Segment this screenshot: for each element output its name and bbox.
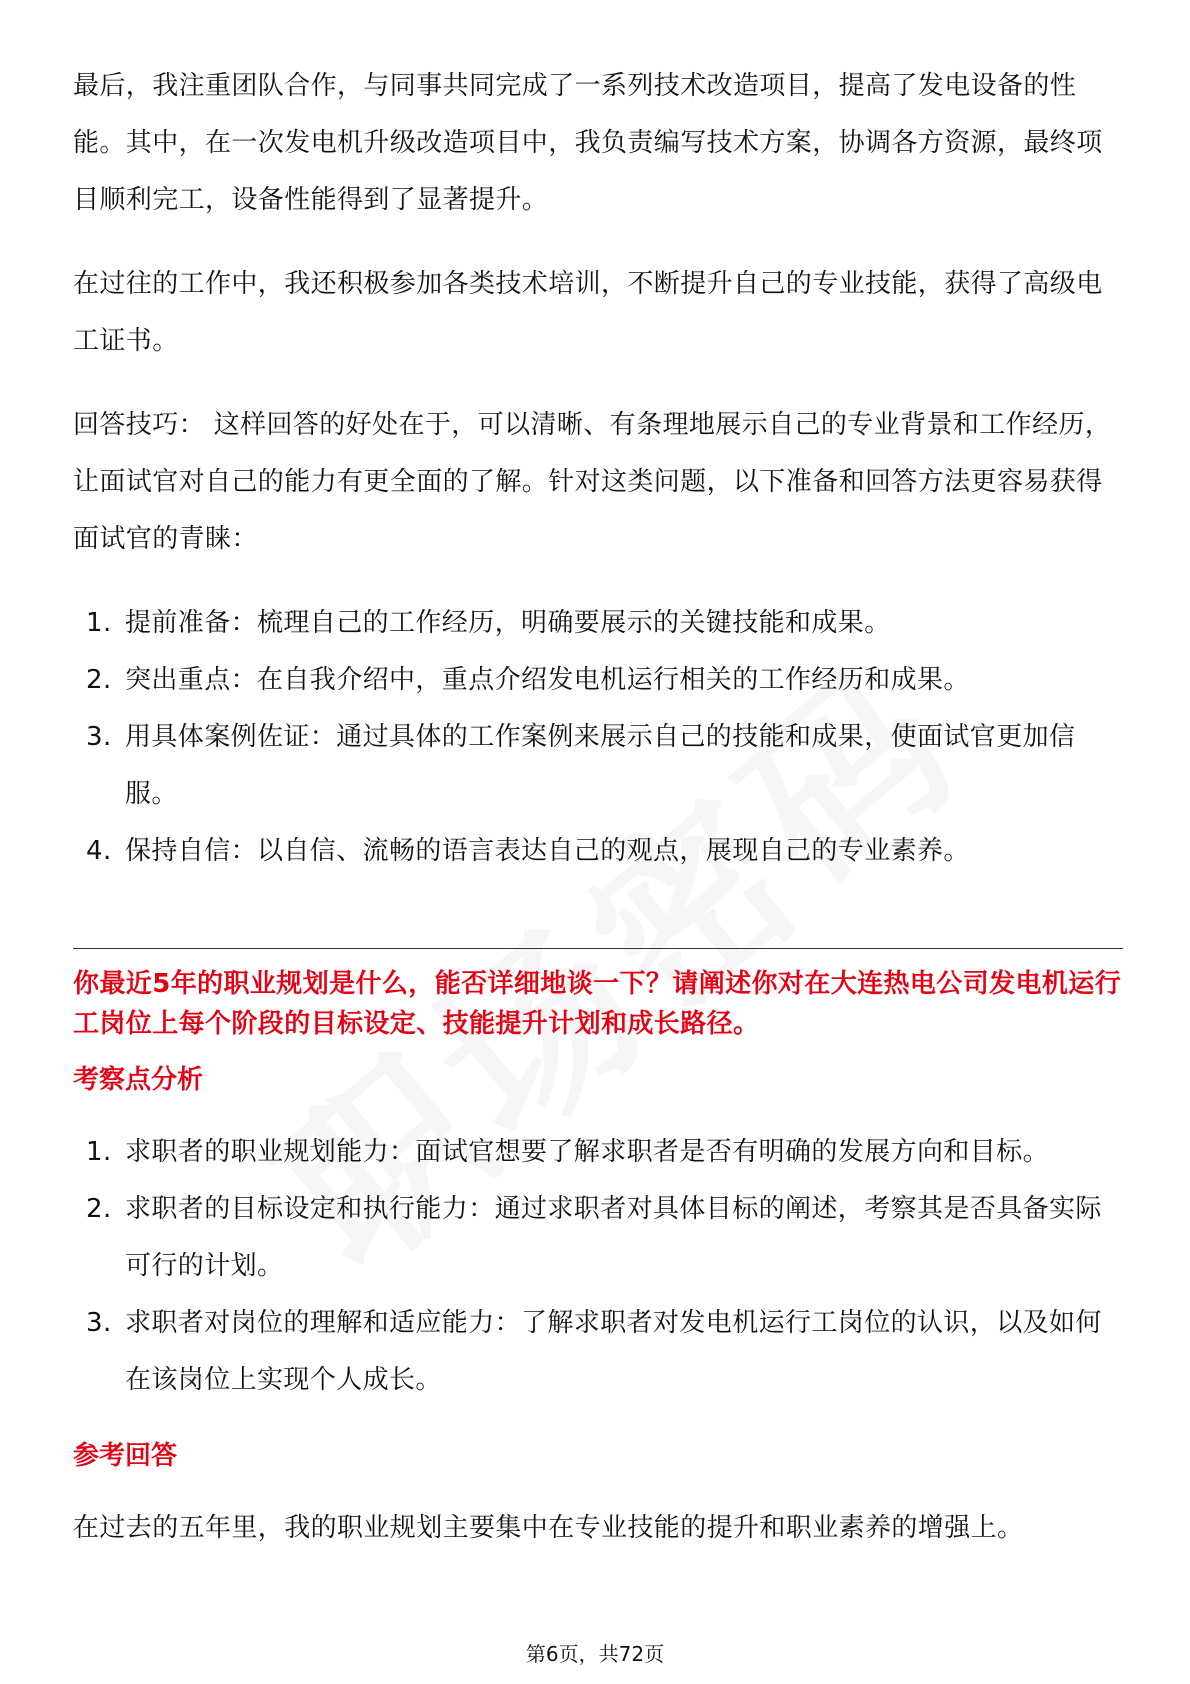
list-item [73,1124,1123,1181]
analysis-heading: 考察点分析 [73,1065,204,1095]
list-item [73,1295,1123,1409]
list-item [73,1181,1123,1295]
list-item-text: 求职者对岗位的理解和适应能力：了解求职者对发电机运行工岗位的认识，以及如何在该岗位上实现个人成长。 [125,1308,1102,1395]
list-item [73,595,1123,652]
list-item-text: 突出重点：在自我介绍中，重点介绍发电机运行相关的工作经历和成果。 [125,665,970,695]
list-number: 3. [86,722,112,752]
list-number: 4. [86,836,112,866]
list-number: 2. [86,1194,112,1224]
list-item-text: 保持自信：以自信、流畅的语言表达自己的观点，展现自己的专业素养。 [125,836,970,866]
list-item-text: 求职者的目标设定和执行能力：通过求职者对具体目标的阐述，考察其是否具备实际可行的计划。 [125,1194,1102,1281]
list-item [73,652,1123,709]
paragraph-teamwork: 最后，我注重团队合作，与同事共同完成了一系列技术改造项目，提高了发电设备的性能。其中，在一次发电机升级改造项目中，我负责编写技术方案，协调各方资源，最终项目顺利完工，设备性能得到了显著提升。 [73,71,1103,215]
tips-list [73,595,1123,880]
list-item [73,823,1123,880]
list-number: 1. [86,1137,112,1167]
paragraph-training: 在过往的工作中，我还积极参加各类技术培训，不断提升自己的专业技能，获得了高级电工证书。 [73,269,1103,356]
reference-answer-text: 在过去的五年里，我的职业规划主要集中在专业技能的提升和职业素养的增强上。 [73,1513,1024,1543]
reference-answer-heading: 参考回答 [73,1441,178,1471]
section-divider [73,948,1123,949]
paragraph-answer-tips: 回答技巧： 这样回答的好处在于，可以清晰、有条理地展示自己的专业背景和工作经历，让面试官对自己的能力有更全面的了解。针对这类问题，以下准备和回答方法更容易获得面试官的青睐： [73,410,1112,554]
interview-question: 你最近5年的职业规划是什么，能否详细地谈一下？请阐述你对在大连热电公司发电机运行工岗位上每个阶段的目标设定、技能提升计划和成长路径。 [73,969,1122,1039]
list-item [73,709,1123,823]
upper-content [73,58,1123,907]
lower-content [73,964,1123,1584]
analysis-list [73,1124,1123,1409]
list-item-text: 求职者的职业规划能力：面试官想要了解求职者是否有明确的发展方向和目标。 [125,1137,1050,1167]
list-number: 3. [86,1308,112,1338]
list-item-text: 用具体案例佐证：通过具体的工作案例来展示自己的技能和成果，使面试官更加信服。 [125,722,1076,809]
page-number: 第6页，共72页 [525,1642,665,1666]
list-item-text: 提前准备：梳理自己的工作经历，明确要展示的关键技能和成果。 [125,608,891,638]
list-number: 1. [86,608,112,638]
list-number: 2. [86,665,112,695]
